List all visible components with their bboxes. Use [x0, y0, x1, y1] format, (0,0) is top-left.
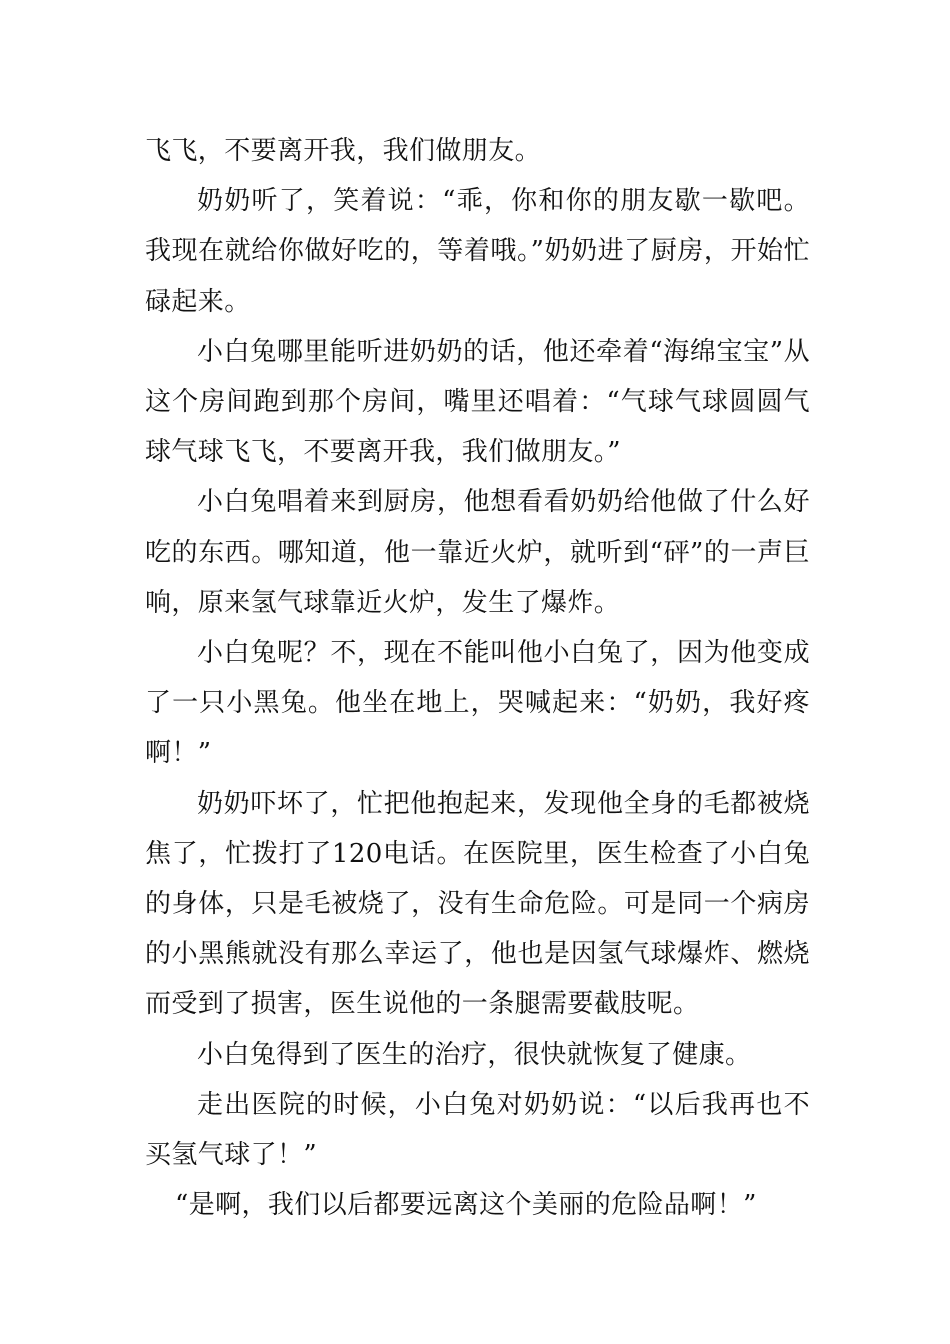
- paragraph-1: 飞飞，不要离开我，我们做朋友。: [145, 136, 542, 166]
- paragraph-6: 奶奶吓坏了，忙把他抱起来，发现他全身的毛都被烧焦了，忙拨打了120电话。在医院里，医生检查了小白兔的身体，只是毛被烧了，没有生命危险。可是同一个病房的小黑熊就没有那么幸运了，他也是因氢气球爆炸、燃烧而受到了损害，医生说他的一条腿需要截肢呢。: [145, 788, 810, 1020]
- paragraph-3: 小白兔哪里能听进奶奶的话，他还牵着“海绵宝宝”从这个房间跑到那个房间，嘴里还唱着：“气球气球圆圆气球气球飞飞，不要离开我，我们做朋友。”: [145, 336, 810, 468]
- paragraph-5: 小白兔呢？不，现在不能叫他小白兔了，因为他变成了一只小黑兔。他坐在地上，哭喊起来：“奶奶，我好疼啊！”: [145, 638, 810, 769]
- story-text: [145, 126, 810, 1230]
- paragraph-7: 小白兔得到了医生的治疗，很快就恢复了健康。: [197, 1039, 752, 1070]
- paragraph-2: 奶奶听了，笑着说：“乖，你和你的朋友歇一歇吧。我现在就给你做好吃的，等着哦。”奶奶进了厨房，开始忙碌起来。: [145, 186, 810, 317]
- paragraph-9: “是啊，我们以后都要远离这个美丽的危险品啊！”: [175, 1190, 757, 1221]
- paragraph-4: 小白兔唱着来到厨房，他想看看奶奶给他做了什么好吃的东西。哪知道，他一靠近火炉，就听到“砰”的一声巨响，原来氢气球靠近火炉，发生了爆炸。: [145, 487, 810, 618]
- paragraph-8: 走出医院的时候，小白兔对奶奶说：“以后我再也不买氢气球了！”: [145, 1089, 810, 1171]
